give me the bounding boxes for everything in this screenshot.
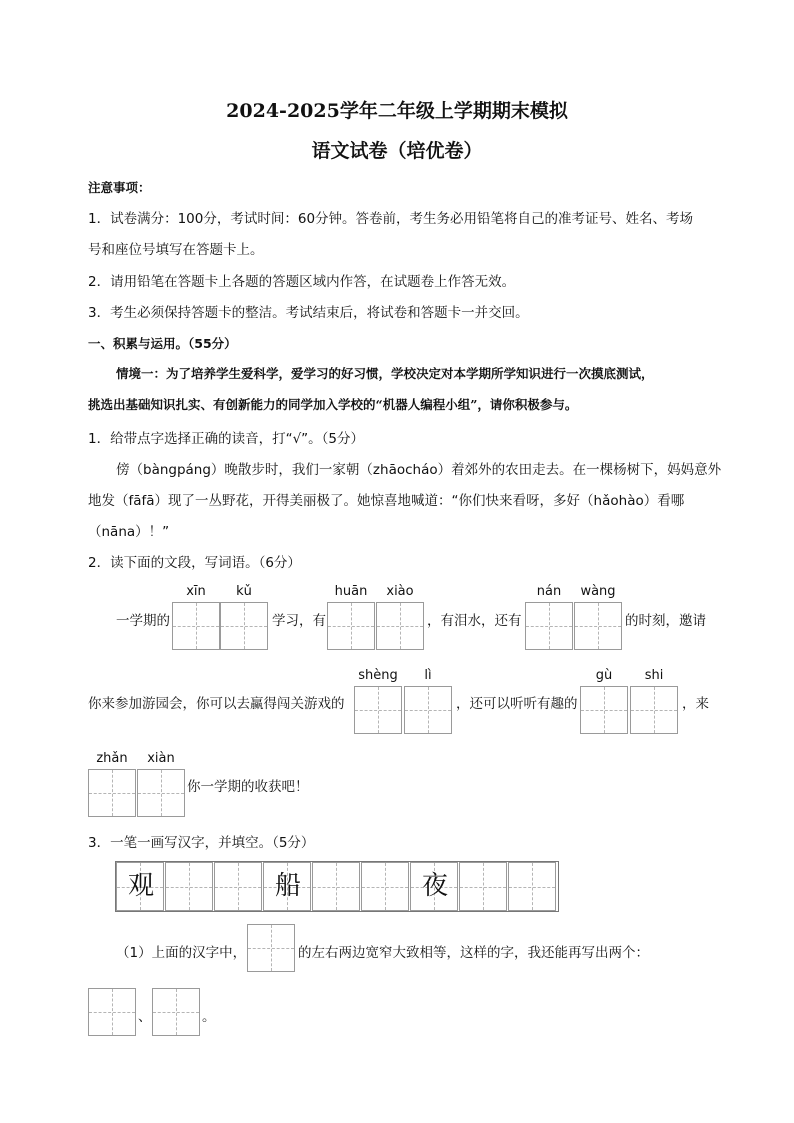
pinyin-label: xiào [386, 584, 414, 599]
writing-cell[interactable] [312, 862, 360, 911]
scenario-text: 情境一：为了培养学生爱科学，爱学习的好习惯，学校决定对本学期所学知识进行一次摸底测试， [116, 366, 654, 381]
passage-text: 你来参加游园会，你可以去赢得闯关游戏的 [88, 696, 345, 712]
answer-box[interactable] [88, 769, 136, 817]
passage-text: 你一学期的收获吧！ [187, 779, 309, 795]
pinyin-label: gù [595, 668, 613, 683]
notes-heading: 注意事项： [88, 180, 151, 195]
note-item-2: 2．请用铅笔在答题卡上各题的答题区域内作答，在试题卷上作答无效。 [88, 274, 516, 290]
sub-question-1-prefix: （1）上面的汉字中， [116, 945, 247, 961]
question-1-text-cont: 地发（fāfā）现了一丛野花，开得美丽极了。她惊喜地喊道：“你们快来看呀，多好（hǎohào）看哪 [88, 493, 685, 509]
pinyin-label: lì [424, 668, 432, 683]
answer-box[interactable] [354, 686, 402, 734]
writing-cell[interactable] [165, 862, 213, 911]
note-item-1: 1．试卷满分：100分，考试时间：60分钟。答卷前，考生务必用铅笔将自己的准考证号、姓名、考场 [88, 211, 694, 227]
question-1-stem: 1．给带点字选择正确的读音，打“√”。（5分） [88, 431, 365, 447]
writing-cell[interactable] [214, 862, 262, 911]
answer-box[interactable] [574, 602, 622, 650]
sub-question-1-suffix: 的左右两边宽窄大致相等，这样的字，我还能再写出两个： [298, 945, 649, 961]
writing-cell[interactable] [459, 862, 507, 911]
writing-cell [410, 862, 458, 911]
section-heading: 一、积累与运用。（55分） [88, 336, 237, 351]
model-character: 夜 [421, 871, 448, 901]
answer-box[interactable] [220, 602, 268, 650]
answer-box[interactable] [630, 686, 678, 734]
passage-text: 学习，有 [272, 613, 326, 629]
pinyin-label: shi [644, 668, 664, 683]
answer-box[interactable] [152, 988, 200, 1036]
pinyin-label: wàng [580, 584, 616, 599]
writing-cell[interactable] [361, 862, 409, 911]
answer-box[interactable] [525, 602, 573, 650]
pinyin-label: zhǎn [96, 751, 128, 766]
passage-text: ，有泪水，还有 [427, 613, 522, 629]
passage-text: ，还可以听听有趣的 [456, 696, 578, 712]
answer-box[interactable] [137, 769, 185, 817]
pinyin-label: xīn [186, 584, 206, 599]
model-character: 船 [274, 871, 301, 901]
writing-cell[interactable] [508, 862, 556, 911]
question-1-text-end: （nāna）！” [88, 524, 170, 540]
pinyin-label: xiàn [147, 751, 175, 766]
pinyin-label: shèng [358, 668, 398, 683]
passage-text: ，来 [682, 696, 709, 712]
answer-box[interactable] [172, 602, 220, 650]
model-character: 观 [127, 871, 154, 901]
exam-subtitle: 语文试卷（培优卷） [311, 140, 483, 162]
answer-box[interactable] [327, 602, 375, 650]
question-3-stem: 3．一笔一画写汉字，并填空。（5分） [88, 835, 315, 851]
answer-box[interactable] [376, 602, 424, 650]
note-item-1-cont: 号和座位号填写在答题卡上。 [88, 242, 264, 258]
pinyin-label: kǔ [236, 584, 252, 599]
pinyin-label: nán [536, 584, 562, 599]
note-item-3: 3．考生必须保持答题卡的整洁。考试结束后，将试卷和答题卡一并交回。 [88, 305, 529, 321]
passage-text: 一学期的 [116, 613, 170, 629]
scenario-text-cont: 挑选出基础知识扎实、有创新能力的同学加入学校的“机器人编程小组”，请你积极参与。 [88, 397, 578, 412]
question-2-stem: 2．读下面的文段，写词语。（6分） [88, 555, 301, 571]
answer-box[interactable] [580, 686, 628, 734]
answer-box[interactable] [247, 924, 295, 972]
passage-text: 的时刻，邀请 [625, 613, 706, 629]
separator: 、 [138, 1009, 152, 1025]
sentence-end: 。 [202, 1009, 216, 1025]
writing-cell [116, 862, 164, 911]
question-1-text: 傍（bàngpáng）晚散步时，我们一家朝（zhāocháo）着郊外的农田走去。在一棵杨树下，妈妈意外 [116, 462, 722, 478]
pinyin-label: huān [334, 584, 368, 599]
answer-box[interactable] [404, 686, 452, 734]
exam-title: 2024-2025学年二年级上学期期末模拟 [226, 100, 568, 122]
writing-cell [263, 862, 311, 911]
answer-box[interactable] [88, 988, 136, 1036]
